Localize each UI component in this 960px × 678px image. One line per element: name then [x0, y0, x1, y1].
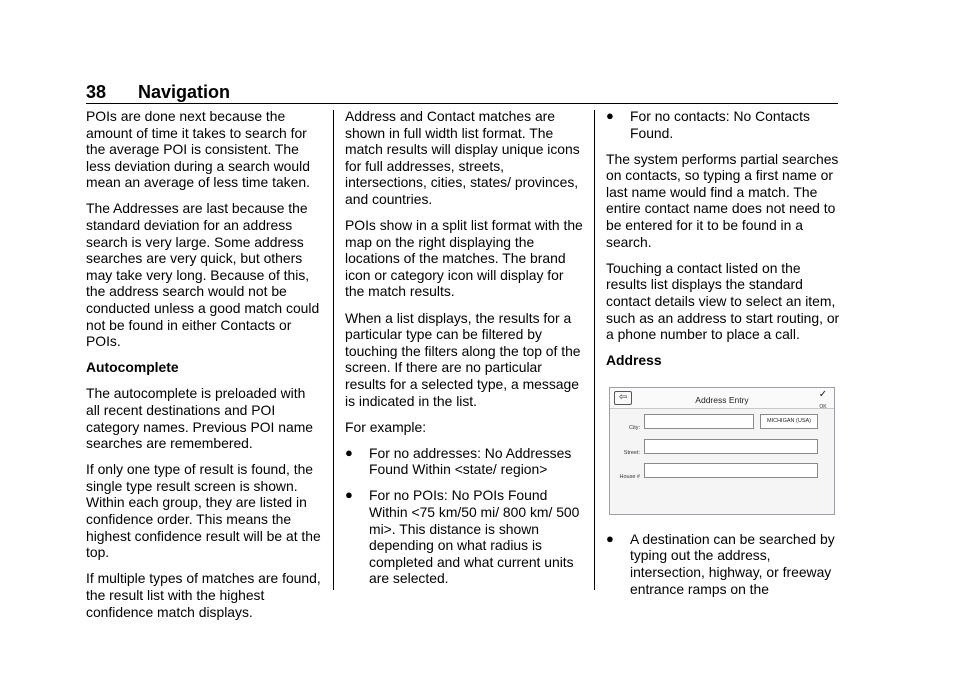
paragraph: When a list displays, the results for a particular type can be filtered by touching the filters along the top of the screen. If there are no particular results for a selected type, a message is indicated in the list.	[345, 309, 581, 409]
city-label: City:	[629, 424, 640, 431]
checkmark-icon: ✓	[818, 388, 828, 400]
house-number-label: House #	[619, 473, 640, 480]
bullet-text: A destination can be searched by typing out the address, intersection, highway, or freeway entrance ramps on the	[630, 530, 835, 597]
subheading-autocomplete: Autocomplete	[86, 359, 179, 376]
column-divider-2	[594, 110, 595, 590]
bullet-icon: ●	[345, 444, 353, 460]
column-divider-1	[333, 110, 334, 590]
column-1	[86, 108, 322, 630]
bullet-item	[345, 487, 583, 587]
screenshot-title: Address Entry	[695, 394, 749, 405]
address-entry-screenshot	[609, 387, 835, 515]
paragraph: Touching a contact listed on the results list displays the standard contact details view to select an item, such as an address to start routing, or a phone number to place a call.	[606, 259, 840, 343]
bullet-icon: ●	[606, 108, 614, 123]
column-2	[345, 108, 583, 596]
bullet-icon: ●	[606, 530, 614, 546]
paragraph: For example:	[345, 418, 427, 435]
done-label: OK	[819, 403, 827, 410]
paragraph: The autocomplete is preloaded with all recent destinations and POI category names. Previous POI name searches are remembered.	[86, 385, 313, 452]
subheading-address: Address	[606, 352, 662, 369]
column-3	[606, 108, 842, 607]
city-field	[644, 414, 754, 429]
paragraph: The system performs partial searches on contacts, so typing a first name or last name would find a match. The entire contact name does not need to be entered for it to be found in a search.	[606, 150, 839, 250]
paragraph: The Addresses are last because the standard deviation for an address search is very large. Some address searches are very quick, but others may take very long. Because of this, the address search would not be conducted unless a good match could not be found in either Contacts or POIs.	[86, 200, 320, 350]
bullet-text: For no addresses: No Addresses Found Within <state/ region>	[369, 444, 572, 478]
paragraph: POIs show in a split list format with the map on the right displaying the locations of the matches. The brand icon or category icon will display for the match results.	[345, 217, 583, 300]
bullet-item	[606, 108, 842, 141]
street-label: Street:	[623, 449, 640, 456]
paragraph: POIs are done next because the amount of time it takes to search for the average POI is consistent. The less deviation during a search would mean an average of less time taken.	[86, 108, 310, 191]
done-button	[816, 388, 830, 410]
house-number-field	[644, 463, 818, 478]
street-field	[644, 439, 818, 454]
screenshot-title-bar	[610, 388, 834, 409]
paragraph: If multiple types of matches are found, the result list with the highest confidence match displays.	[86, 570, 321, 620]
section-title: Navigation	[138, 82, 231, 102]
paragraph: If only one type of result is found, the single type result screen is shown. Within each group, they are listed in confidence order. This means the highest confidence result will be at the top.	[86, 461, 321, 561]
back-arrow-icon: ⇦	[614, 391, 632, 405]
bullet-text: For no POIs: No POIs Found Within <75 km/50 mi/ 800 km/ 500 mi>. This distance is shown depending on what radius is completed and what current units are selected.	[369, 487, 580, 587]
bullet-item	[606, 531, 842, 597]
bullet-text: For no contacts: No Contacts Found.	[630, 108, 810, 141]
bullet-item	[345, 445, 583, 478]
state-field: MICHIGAN (USA)	[760, 414, 818, 429]
page-header	[86, 82, 838, 104]
paragraph: Address and Contact matches are shown in full width list format. The match results will display unique icons for full addresses, streets, intersections, cities, states/ provinces, and countries.	[345, 108, 580, 207]
header-rule	[86, 103, 838, 104]
bullet-icon: ●	[345, 487, 353, 503]
page-number: 38	[86, 82, 107, 102]
